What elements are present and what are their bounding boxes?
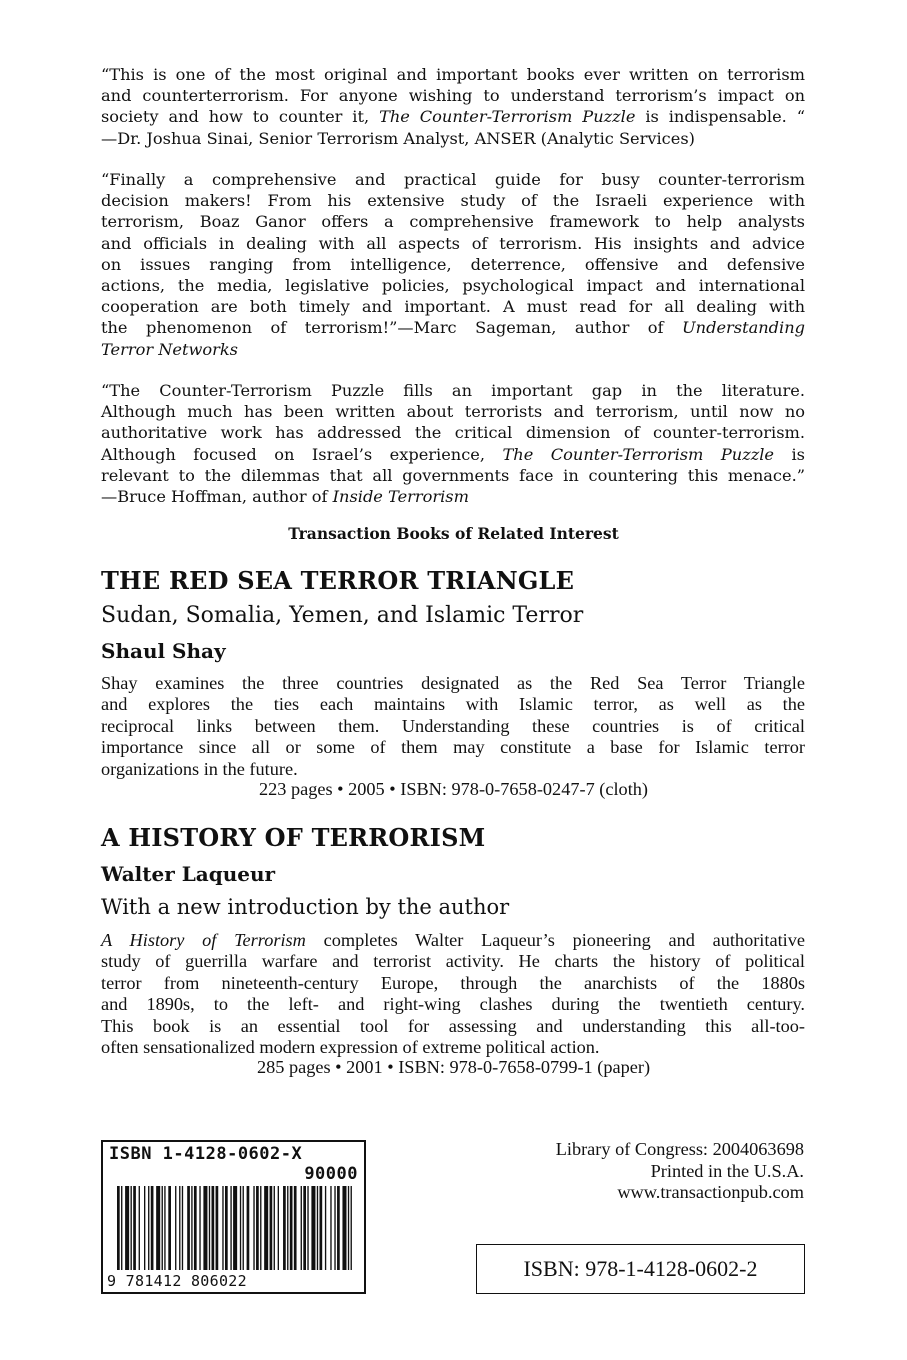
- barcode-price-code: 90000: [304, 1164, 358, 1184]
- barcode-bar: [247, 1186, 250, 1270]
- barcode-bar: [317, 1186, 318, 1270]
- barcode-bar: [212, 1186, 215, 1270]
- publication-info: [556, 1139, 804, 1204]
- book-title-red-sea: THE RED SEA TERROR TRIANGLE: [101, 566, 575, 595]
- barcode-bar: [175, 1186, 176, 1270]
- barcode-bar: [278, 1186, 279, 1270]
- isbn13-box: ISBN: 978-1-4128-0602-2: [476, 1244, 805, 1294]
- barcode-bar: [133, 1186, 136, 1270]
- barcode-bar: [203, 1186, 207, 1270]
- barcode-bar: [243, 1186, 244, 1270]
- barcode-bar: [216, 1186, 219, 1270]
- review-line: decision makers! From his extensive study of the Israeli experience with: [101, 191, 805, 211]
- barcode-digits: 9 781412 806022: [107, 1272, 247, 1290]
- barcode-bar: [311, 1186, 315, 1270]
- book-author-laqueur: Walter Laqueur: [101, 862, 276, 886]
- review-line: Terror Networks: [101, 339, 238, 359]
- book-description-line: terror from nineteenth-century Europe, through the anarchists of the 1880s: [101, 972, 805, 993]
- barcode-bar: [164, 1186, 165, 1270]
- barcode-bars: [103, 1142, 364, 1292]
- barcode-bar: [283, 1186, 286, 1270]
- barcode-bar: [294, 1186, 297, 1270]
- book-description-history-terrorism: [101, 930, 805, 1058]
- barcode-bar: [222, 1186, 223, 1270]
- book-description-line: and explores the ties each maintains with Islamic terror, as well as the: [101, 694, 805, 715]
- review-line: and officials in dealing with all aspects of terrorism. His insights and advice: [101, 233, 805, 253]
- barcode-bar: [351, 1186, 352, 1270]
- review-line: terrorism, Boaz Ganor offers a comprehensive framework to help analysts: [101, 212, 805, 232]
- barcode-bar: [199, 1186, 200, 1270]
- book-title-history-terrorism: A HISTORY OF TERRORISM: [101, 823, 486, 852]
- book-description-line: study of guerrilla warfare and terrorist activity. He charts the history of political: [101, 951, 805, 972]
- review-line: Although focused on Israel’s experience, The Counter-Terrorism Puzzle is: [101, 444, 805, 464]
- book-description-line: reciprocal links between them. Understanding these countries is of critical: [101, 715, 805, 736]
- book-description-line: often sensationalized modern expression of extreme political action.: [101, 1037, 600, 1058]
- review-line: Although much has been written about terrorists and terrorism, until now no: [101, 402, 805, 422]
- library-of-congress-number: Library of Congress: 2004063698: [555, 1139, 804, 1159]
- book-meta-red-sea: 223 pages • 2005 • ISBN: 978-0-7658-0247-7 (cloth): [258, 779, 649, 799]
- barcode-bar: [156, 1186, 160, 1270]
- book-description-line: A History of Terrorism completes Walter Laqueur’s pioneering and authoritative: [101, 930, 805, 950]
- barcode-bar: [125, 1186, 129, 1270]
- review-line: authoritative work has addressed the critical dimension of counter-terrorism.: [101, 423, 805, 443]
- book-subtitle-red-sea: Sudan, Somalia, Yemen, and Islamic Terror: [101, 603, 584, 628]
- book-meta-history-terrorism: 285 pages • 2001 • ISBN: 978-0-7658-0799-1 (paper): [256, 1057, 651, 1077]
- barcode-bar: [191, 1186, 192, 1270]
- printed-in-usa: Printed in the U.S.A.: [650, 1160, 804, 1181]
- barcode-bar: [320, 1186, 323, 1270]
- review-quote-sageman: [101, 169, 805, 360]
- related-books-heading: Transaction Books of Related Interest: [288, 524, 619, 543]
- review-line: on issues ranging from intelligence, deterrence, offensive and defensive: [101, 254, 805, 274]
- barcode-bar: [270, 1186, 273, 1270]
- barcode-bar: [260, 1186, 261, 1270]
- barcode-bar: [303, 1186, 306, 1270]
- review-line: actions, the media, legislative policies, psychological impact and international: [101, 276, 805, 296]
- barcode-bar: [148, 1186, 149, 1270]
- review-line: “The Counter-Terrorism Puzzle fills an important gap in the literature.: [101, 381, 805, 400]
- barcode-bar: [209, 1186, 210, 1270]
- barcode-bar: [287, 1186, 288, 1270]
- barcode-bar: [187, 1186, 190, 1270]
- review-line: “This is one of the most original and important books ever written on terrorism: [101, 65, 805, 84]
- barcode-bar: [256, 1186, 259, 1270]
- barcode-bar: [151, 1186, 154, 1270]
- barcode-bar: [139, 1186, 140, 1270]
- barcode-bar: [290, 1186, 293, 1270]
- isbn-barcode: [101, 1140, 366, 1294]
- review-line: —Bruce Hoffman, author of Inside Terrorism: [101, 487, 469, 507]
- barcode-bar: [301, 1186, 302, 1270]
- barcode-bar: [240, 1186, 241, 1270]
- barcode-bar: [179, 1186, 180, 1270]
- review-quote-hoffman: [101, 380, 805, 507]
- barcode-bar: [225, 1186, 228, 1270]
- book-description-line: organizations in the future.: [101, 758, 298, 779]
- barcode-bar: [274, 1186, 275, 1270]
- barcode-bar: [168, 1186, 171, 1270]
- barcode-bar: [144, 1186, 145, 1270]
- barcode-bar: [334, 1186, 335, 1270]
- review-line: “Finally a comprehensive and practical guide for busy counter-terrorism: [101, 170, 805, 189]
- barcode-isbn10-label: ISBN 1-4128-0602-X: [109, 1144, 303, 1164]
- review-line: society and how to counter it, The Counter-Terrorism Puzzle is indispensable. “: [101, 107, 805, 127]
- book-description-line: importance since all or some of them may constitute a base for Islamic terror: [101, 737, 805, 758]
- review-line: and counterterrorism. For anyone wishing to understand terrorism’s impact on: [101, 86, 805, 106]
- barcode-bar: [117, 1186, 120, 1270]
- review-line: relevant to the dilemmas that all governments face in countering this menace.”: [101, 465, 805, 485]
- review-quote-sinai: [101, 64, 805, 149]
- barcode-bar: [162, 1186, 163, 1270]
- barcode-bar: [253, 1186, 254, 1270]
- book-description-line: Shay examines the three countries designated as the Red Sea Terror Triangle: [101, 673, 805, 693]
- book-description-line: This book is an essential tool for assessing and understanding this all-too-: [101, 1015, 805, 1036]
- barcode-bar: [182, 1186, 183, 1270]
- review-line: —Dr. Joshua Sinai, Senior Terrorism Analyst, ANSER (Analytic Services): [101, 128, 695, 148]
- barcode-bar: [330, 1186, 331, 1270]
- barcode-bar: [348, 1186, 349, 1270]
- barcode-bar: [121, 1186, 122, 1270]
- review-line: the phenomenon of terrorism!”—Marc Sageman, author of Understanding: [101, 318, 805, 338]
- barcode-bar: [131, 1186, 132, 1270]
- review-line: cooperation are both timely and important. A must read for all dealing with: [101, 297, 805, 317]
- publisher-website: www.transactionpub.com: [617, 1182, 804, 1202]
- barcode-bar: [325, 1186, 326, 1270]
- book-author-shay: Shaul Shay: [101, 639, 226, 663]
- book-subtitle-history-terrorism: With a new introduction by the author: [101, 895, 510, 919]
- barcode-bar: [342, 1186, 346, 1270]
- barcode-bar: [230, 1186, 231, 1270]
- barcode-bar: [337, 1186, 340, 1270]
- barcode-bar: [194, 1186, 197, 1270]
- barcode-bar: [233, 1186, 237, 1270]
- barcode-bar: [307, 1186, 308, 1270]
- book-description-red-sea: [101, 673, 805, 780]
- barcode-bar: [264, 1186, 268, 1270]
- book-description-line: and 1890s, to the left- and right-wing clashes during the twentieth century.: [101, 994, 805, 1015]
